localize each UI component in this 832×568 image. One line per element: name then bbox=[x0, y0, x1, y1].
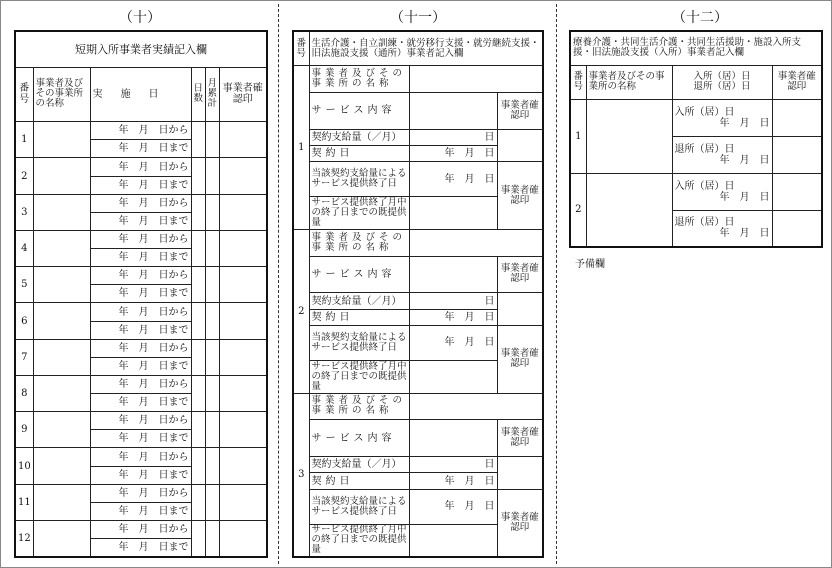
provider-cell[interactable] bbox=[586, 99, 672, 173]
provision-end-label: 当該契約支給量によるサービス提供終了日 bbox=[309, 326, 409, 361]
date-to: 年 月 日まで bbox=[90, 212, 191, 230]
panel12-header-number: 番号 bbox=[570, 65, 586, 99]
provider-cell[interactable] bbox=[33, 448, 90, 484]
contract-amount-label: 契約支給量（／月） bbox=[309, 457, 409, 473]
days-cell[interactable] bbox=[191, 448, 205, 484]
header-provider: 事業者及びその事業所の名称 bbox=[33, 67, 90, 121]
service-value[interactable] bbox=[409, 92, 497, 129]
date-from: 年 月 日から bbox=[90, 484, 191, 502]
date-to: 年 月 日まで bbox=[90, 321, 191, 339]
contract-date-label: 契約日 bbox=[309, 309, 409, 325]
confirm-cell[interactable] bbox=[219, 520, 267, 557]
confirm-label: 事業者確認印 bbox=[497, 326, 543, 394]
date-to: 年 月 日まで bbox=[90, 394, 191, 412]
confirm-cell[interactable] bbox=[219, 339, 267, 375]
confirm-label: 事業者確認印 bbox=[497, 256, 543, 293]
days-cell[interactable] bbox=[191, 412, 205, 448]
confirm-cell[interactable] bbox=[219, 412, 267, 448]
confirm-label: 事業者確認印 bbox=[497, 489, 543, 557]
contract-confirm-cell[interactable] bbox=[497, 293, 543, 326]
monthly-total-cell[interactable] bbox=[205, 267, 219, 303]
header-confirm: 事業者確認印 bbox=[219, 67, 267, 121]
monthly-total-cell[interactable] bbox=[205, 375, 219, 411]
date-to: 年 月 日まで bbox=[90, 466, 191, 484]
confirm-cell[interactable] bbox=[219, 448, 267, 484]
provider-cell[interactable] bbox=[33, 484, 90, 520]
provision-end-value: 年 月 日 bbox=[409, 162, 497, 197]
date-from: 年 月 日から bbox=[90, 158, 191, 176]
date-from: 年 月 日から bbox=[90, 194, 191, 212]
provider-cell[interactable] bbox=[33, 520, 90, 557]
panel11-table bbox=[292, 30, 544, 558]
divider-2 bbox=[556, 4, 557, 564]
service-label: サービス内容 bbox=[309, 256, 409, 293]
monthly-total-cell[interactable] bbox=[205, 303, 219, 339]
block-number: 1 bbox=[293, 66, 309, 230]
date-from: 年 月 日から bbox=[90, 375, 191, 393]
panel10-table bbox=[14, 30, 268, 558]
monthly-total-cell[interactable] bbox=[205, 412, 219, 448]
header-monthly-total: 月累計 bbox=[205, 67, 219, 121]
leave-date: 年 月 日 bbox=[719, 228, 770, 240]
contract-date-value: 年 月 日 bbox=[409, 473, 497, 489]
provider-cell[interactable] bbox=[33, 194, 90, 230]
remaining-label: サービス提供終了月中の終了日までの既提供量 bbox=[309, 197, 409, 230]
provision-end-value: 年 月 日 bbox=[409, 489, 497, 524]
admit-label: 入所（居）日 bbox=[674, 180, 735, 192]
service-label: サービス内容 bbox=[309, 420, 409, 457]
leave-confirm[interactable] bbox=[772, 210, 822, 247]
provider-label: 事業者及びその事業所の名称 bbox=[309, 66, 409, 93]
provider-value[interactable] bbox=[409, 229, 543, 256]
date-from: 年 月 日から bbox=[90, 267, 191, 285]
date-to: 年 月 日まで bbox=[90, 285, 191, 303]
provision-end-label: 当該契約支給量によるサービス提供終了日 bbox=[309, 489, 409, 524]
contract-date-label: 契約日 bbox=[309, 146, 409, 162]
panel10-title: 短期入所事業者実績記入欄 bbox=[15, 31, 267, 67]
date-from: 年 月 日から bbox=[90, 520, 191, 538]
contract-date-label: 契約日 bbox=[309, 473, 409, 489]
leave-cell bbox=[672, 210, 772, 247]
panel12-table bbox=[569, 30, 823, 248]
admit-confirm[interactable] bbox=[772, 173, 822, 210]
date-from: 年 月 日から bbox=[90, 303, 191, 321]
provision-end-value: 年 月 日 bbox=[409, 326, 497, 361]
provider-cell[interactable] bbox=[33, 339, 90, 375]
row-number: 3 bbox=[15, 194, 33, 230]
days-cell[interactable] bbox=[191, 267, 205, 303]
date-from: 年 月 日から bbox=[90, 448, 191, 466]
service-value[interactable] bbox=[409, 256, 497, 293]
row-number: 8 bbox=[15, 375, 33, 411]
provider-cell[interactable] bbox=[33, 158, 90, 194]
admit-date: 年 月 日 bbox=[719, 117, 770, 129]
divider-1 bbox=[278, 4, 279, 564]
date-to: 年 月 日まで bbox=[90, 176, 191, 194]
panel12-header-confirm: 事業者確認印 bbox=[772, 65, 822, 99]
provider-cell[interactable] bbox=[33, 230, 90, 266]
days-cell[interactable] bbox=[191, 158, 205, 194]
leave-label: 退所（居）日 bbox=[674, 143, 735, 155]
confirm-cell[interactable] bbox=[219, 375, 267, 411]
admit-cell bbox=[672, 99, 772, 136]
days-cell[interactable] bbox=[191, 339, 205, 375]
date-from: 年 月 日から bbox=[90, 122, 191, 140]
panel12-header-inout: 入所（居）日 退所（居）日 bbox=[672, 65, 772, 99]
panel12-title: 療養介護・共同生活介護・共同生活援助・施設入所支援・旧法施設支援（入所）事業者記入欄 bbox=[570, 31, 822, 65]
provider-cell[interactable] bbox=[33, 375, 90, 411]
contract-date-value: 年 月 日 bbox=[409, 146, 497, 162]
days-cell[interactable] bbox=[191, 484, 205, 520]
remaining-value[interactable] bbox=[409, 360, 497, 393]
confirm-cell[interactable] bbox=[219, 267, 267, 303]
remaining-value[interactable] bbox=[409, 197, 497, 230]
confirm-cell[interactable] bbox=[219, 303, 267, 339]
contract-amount-label: 契約支給量（／月） bbox=[309, 293, 409, 309]
row-number: 11 bbox=[15, 484, 33, 520]
date-to: 年 月 日まで bbox=[90, 539, 191, 557]
confirm-label: 事業者確認印 bbox=[497, 92, 543, 129]
contract-confirm-cell[interactable] bbox=[497, 129, 543, 162]
monthly-total-cell[interactable] bbox=[205, 448, 219, 484]
contract-amount-unit: 日 bbox=[409, 129, 497, 145]
panel11-label: （十一） bbox=[390, 10, 446, 26]
contract-amount-label: 契約支給量（／月） bbox=[309, 129, 409, 145]
row-number: 7 bbox=[15, 339, 33, 375]
remaining-value[interactable] bbox=[409, 524, 497, 557]
row-number: 10 bbox=[15, 448, 33, 484]
leave-label: 退所（居）日 bbox=[674, 217, 735, 229]
contract-amount-unit: 日 bbox=[409, 293, 497, 309]
provision-end-label: 当該契約支給量によるサービス提供終了日 bbox=[309, 162, 409, 197]
row-number: 2 bbox=[15, 158, 33, 194]
monthly-total-cell[interactable] bbox=[205, 339, 219, 375]
panel12-header-provider: 事業者及びその事業所の名称 bbox=[586, 65, 672, 99]
block-number: 2 bbox=[293, 229, 309, 393]
admit-cell bbox=[672, 173, 772, 210]
row-number: 5 bbox=[15, 267, 33, 303]
provider-label: 事業者及びその事業所の名称 bbox=[309, 393, 409, 420]
provider-cell[interactable] bbox=[33, 303, 90, 339]
provider-value[interactable] bbox=[409, 66, 543, 93]
date-to: 年 月 日まで bbox=[90, 249, 191, 267]
row-number: 12 bbox=[15, 520, 33, 557]
confirm-cell[interactable] bbox=[219, 230, 267, 266]
leave-cell bbox=[672, 136, 772, 173]
days-cell[interactable] bbox=[191, 122, 205, 158]
date-from: 年 月 日から bbox=[90, 339, 191, 357]
date-from: 年 月 日から bbox=[90, 230, 191, 248]
confirm-cell[interactable] bbox=[219, 122, 267, 158]
header-days: 日数 bbox=[191, 67, 205, 121]
row-number: 6 bbox=[15, 303, 33, 339]
service-value[interactable] bbox=[409, 420, 497, 457]
remaining-label: サービス提供終了月中の終了日までの既提供量 bbox=[309, 360, 409, 393]
days-cell[interactable] bbox=[191, 303, 205, 339]
row-number: 1 bbox=[570, 99, 586, 173]
panel10-label: （十） bbox=[119, 10, 161, 26]
admit-date: 年 月 日 bbox=[719, 191, 770, 203]
days-cell[interactable] bbox=[191, 230, 205, 266]
leave-confirm[interactable] bbox=[772, 136, 822, 173]
remarks-label: 予備欄 bbox=[575, 259, 605, 270]
service-label: サービス内容 bbox=[309, 92, 409, 129]
row-number: 2 bbox=[570, 173, 586, 247]
confirm-cell[interactable] bbox=[219, 194, 267, 230]
contract-date-value: 年 月 日 bbox=[409, 309, 497, 325]
confirm-label: 事業者確認印 bbox=[497, 162, 543, 230]
block-number: 3 bbox=[293, 393, 309, 557]
row-number: 1 bbox=[15, 122, 33, 158]
panel12-label: （十二） bbox=[672, 10, 728, 26]
monthly-total-cell[interactable] bbox=[205, 520, 219, 557]
provider-label: 事業者及びその事業所の名称 bbox=[309, 229, 409, 256]
monthly-total-cell[interactable] bbox=[205, 158, 219, 194]
date-to: 年 月 日まで bbox=[90, 430, 191, 448]
date-to: 年 月 日まで bbox=[90, 357, 191, 375]
days-cell[interactable] bbox=[191, 520, 205, 557]
date-to: 年 月 日まで bbox=[90, 140, 191, 158]
monthly-total-cell[interactable] bbox=[205, 122, 219, 158]
header-number: 番号 bbox=[15, 67, 33, 121]
date-from: 年 月 日から bbox=[90, 412, 191, 430]
monthly-total-cell[interactable] bbox=[205, 230, 219, 266]
row-number: 9 bbox=[15, 412, 33, 448]
provider-cell[interactable] bbox=[586, 173, 672, 247]
monthly-total-cell[interactable] bbox=[205, 484, 219, 520]
row-number: 4 bbox=[15, 230, 33, 266]
date-to: 年 月 日まで bbox=[90, 502, 191, 520]
leave-date: 年 月 日 bbox=[719, 154, 770, 166]
admit-confirm[interactable] bbox=[772, 99, 822, 136]
confirm-label: 事業者確認印 bbox=[497, 420, 543, 457]
monthly-total-cell[interactable] bbox=[205, 194, 219, 230]
contract-confirm-cell[interactable] bbox=[497, 457, 543, 490]
days-cell[interactable] bbox=[191, 375, 205, 411]
panel11-title: 生活介護・自立訓練・就労移行支援・就労継続支援・旧法施設支援（通所）事業者記入欄 bbox=[309, 31, 543, 66]
provider-cell[interactable] bbox=[33, 267, 90, 303]
confirm-cell[interactable] bbox=[219, 158, 267, 194]
panel11-header-number: 番号 bbox=[293, 31, 309, 66]
header-period: 実 施 日 bbox=[90, 67, 191, 121]
provider-cell[interactable] bbox=[33, 412, 90, 448]
admit-label: 入所（居）日 bbox=[674, 106, 735, 118]
provider-cell[interactable] bbox=[33, 122, 90, 158]
provider-value[interactable] bbox=[409, 393, 543, 420]
days-cell[interactable] bbox=[191, 194, 205, 230]
remaining-label: サービス提供終了月中の終了日までの既提供量 bbox=[309, 524, 409, 557]
contract-amount-unit: 日 bbox=[409, 457, 497, 473]
confirm-cell[interactable] bbox=[219, 484, 267, 520]
